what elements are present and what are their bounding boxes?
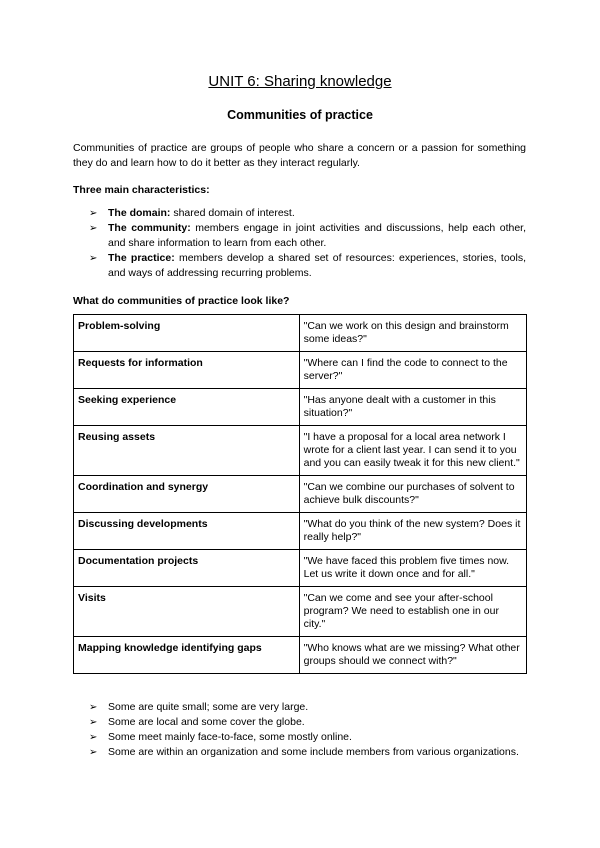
arrow-bullet-icon: ➢: [89, 253, 98, 264]
row-label: Reusing assets: [74, 426, 300, 476]
row-example: "Where can I find the code to connect to the server?": [299, 352, 526, 389]
row-label: Coordination and synergy: [74, 476, 300, 513]
row-label: Seeking experience: [74, 389, 300, 426]
section-subtitle: Communities of practice: [227, 108, 373, 122]
summary-item: [89, 715, 526, 730]
characteristic-item: [89, 251, 526, 281]
row-label: Problem-solving: [74, 315, 300, 352]
table-row: [74, 550, 527, 587]
arrow-bullet-icon: ➢: [89, 747, 98, 758]
characteristic-item: [89, 221, 526, 251]
row-example: "Can we work on this design and brainstorm some ideas?": [299, 315, 526, 352]
characteristic-term: The practice:: [108, 252, 175, 264]
row-label: Visits: [74, 587, 300, 637]
summary-list: [89, 700, 526, 760]
characteristic-term: The community:: [108, 222, 191, 234]
row-example: "We have faced this problem five times now. Let us write it down once and for all.": [299, 550, 526, 587]
characteristics-list: [89, 206, 526, 281]
page-title: UNIT 6: Sharing knowledge: [208, 73, 392, 90]
characteristic-text: shared domain of interest.: [170, 207, 295, 219]
arrow-bullet-icon: ➢: [89, 717, 98, 728]
table-row: [74, 389, 527, 426]
table-row: [74, 513, 527, 550]
row-label: Discussing developments: [74, 513, 300, 550]
arrow-bullet-icon: ➢: [89, 732, 98, 743]
row-label: Documentation projects: [74, 550, 300, 587]
characteristic-term: The domain:: [108, 207, 171, 219]
row-example: "Has anyone dealt with a customer in this situation?": [299, 389, 526, 426]
row-example: "Can we combine our purchases of solvent to achieve bulk discounts?": [299, 476, 526, 513]
communities-table: [73, 314, 527, 674]
arrow-bullet-icon: ➢: [89, 702, 98, 713]
arrow-bullet-icon: ➢: [89, 223, 98, 234]
table-row: [74, 587, 527, 637]
table-row: [74, 352, 527, 389]
characteristic-text: members engage in joint activities and discussions, help each other, and share information to learn from each other.: [108, 222, 527, 249]
table-row: [74, 426, 527, 476]
summary-text: Some are within an organization and some include members from various organizations.: [108, 746, 519, 758]
table-row: [74, 315, 527, 352]
arrow-bullet-icon: ➢: [89, 208, 98, 219]
summary-text: Some are local and some cover the globe.: [108, 716, 305, 728]
summary-text: Some meet mainly face-to-face, some mostly online.: [108, 731, 352, 743]
row-example: "Who knows what are we missing? What other groups should we connect with?": [299, 637, 526, 674]
intro-paragraph: Communities of practice are groups of people who share a concern or a passion for something they do and learn how to do it better as they interact regularly.: [73, 142, 526, 169]
table-row: [74, 637, 527, 674]
row-label: Requests for information: [74, 352, 300, 389]
row-example: "I have a proposal for a local area network I wrote for a client last year. I can send it to you and you can easily tweak it for this new client.": [299, 426, 526, 476]
summary-item: [89, 730, 526, 745]
characteristics-heading: Three main characteristics:: [73, 184, 210, 196]
characteristic-item: [89, 206, 526, 221]
table-row: [74, 476, 527, 513]
summary-item: [89, 700, 526, 715]
characteristic-text: members develop a shared set of resources: experiences, stories, tools, and ways of addressing recurring problems.: [108, 252, 526, 279]
row-example: "What do you think of the new system? Does it really help?": [299, 513, 526, 550]
summary-text: Some are quite small; some are very large.: [108, 701, 309, 713]
summary-item: [89, 745, 526, 760]
row-example: "Can we come and see your after-school program? We need to establish one in our city.": [299, 587, 526, 637]
row-label: Mapping knowledge identifying gaps: [74, 637, 300, 674]
table-heading: What do communities of practice look like?: [73, 295, 290, 307]
